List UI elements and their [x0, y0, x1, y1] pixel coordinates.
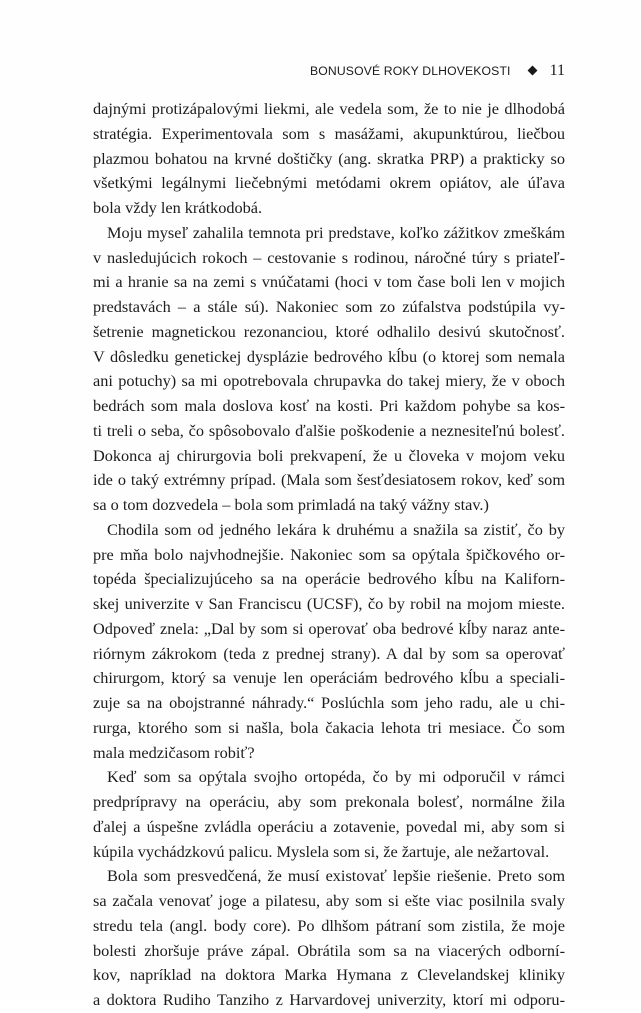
text-line: ani potuchy) sa mi opotrebovala chrupavka do takej miery, že v oboch — [93, 371, 565, 391]
text-line: kúpila vychádzkovú palicu. Myslela som si, že žartuje, ale nežartoval. — [93, 841, 550, 861]
text-line: ti treli o seba, čo spôsobovalo ďalšie poškodenie a neznesiteľnú bolesť. — [93, 420, 565, 440]
text-line: zuje sa na obojstranné náhrady.“ Poslúchla som jeho radu, ale u chi- — [93, 693, 565, 712]
text-line: Chodila som od jedného lekára k druhému a snažila sa zistiť, čo by — [107, 519, 565, 539]
text-line: predstavách – a stále sú). Nakoniec som zo zúfalstva podstúpila vy- — [93, 297, 565, 316]
text-line: Dokonca aj chirurgovia boli prekvapení, že u človeka v mojom veku — [93, 445, 565, 465]
paragraph — [93, 765, 565, 864]
text-line: plazmou bohatou na krvné doštičky (ang. skratka PRP) a prakticky so — [93, 148, 565, 168]
text-line: ide o taký extrémny prípad. (Mala som šesťdesiatosem rokov, keď som — [93, 470, 565, 490]
text-line: v nasledujúcich rokoch – cestovanie s rodinou, náročné túry s priateľ- — [93, 247, 565, 267]
paragraph — [93, 518, 565, 766]
text-line: bola vždy len krátkodobá. — [93, 198, 263, 217]
text-line: V dôsledku genetickej dysplázie bedrového kĺbu (o ktorej som nemala — [93, 346, 565, 366]
text-line: sa o tom dozvedela – bola som primladá na taký vážny stav.) — [93, 495, 489, 514]
text-line: topéda špecializujúceho sa na operácie bedrového kĺbu na Kaliforn- — [93, 569, 565, 589]
text-line: šetrenie magnetickou rezonanciou, ktoré odhalilo desivú skutočnosť. — [93, 321, 565, 341]
text-line: predprípravy na operáciu, aby som prekonala bolesť, normálne žila — [93, 792, 565, 811]
text-line: mi a hranie sa na zemi s vnúčatami (hoci v tom čase boli len v mojich — [93, 272, 565, 292]
text-line: všetkými legálnymi liečebnými metódami okrem opiátov, ale úľava — [93, 173, 565, 193]
paragraph — [93, 864, 565, 1013]
text-line: Odpoveď znela: „Dal by som si operovať oba bedrové kĺby naraz ante- — [93, 618, 565, 638]
text-line: riórnym zákrokom (teda z prednej strany). A dal by som sa operovať — [93, 643, 565, 663]
paragraph — [93, 221, 565, 518]
text-line: rurga, ktorého som si našla, bola čakacia lehota tri mesiace. Čo som — [93, 717, 565, 737]
text-line: sa začala venovať joge a pilatesu, aby som si ešte viac posilnila svaly — [93, 891, 565, 910]
text-line: chirurgom, ktorý sa venuje len operáciám bedrového kĺbu a speciali- — [93, 668, 565, 688]
text-line: stredu tela (angl. body core). Po dlhšom pátraní som zistila, že moje — [93, 915, 565, 935]
running-head-title: BONUSOVÉ ROKY DLHOVEKOSTI — [309, 64, 511, 78]
diamond-icon — [527, 66, 537, 76]
text-line: bolesti zhoršuje práve zápal. Obrátila som sa na viacerých odborní- — [93, 940, 565, 960]
text-line: Bola som presvedčená, že musí existovať lepšie riešenie. Preto som — [107, 866, 565, 886]
text-line: Moju myseľ zahalila temnota pri predstave, koľko zážitkov zmeškám — [107, 222, 565, 242]
text-line: pre mňa bolo najvhodnejšie. Nakoniec som sa opýtala špičkového or- — [93, 544, 565, 564]
running-head — [310, 62, 565, 80]
body-text — [93, 97, 565, 1013]
text-line: ďalej a úspešne zvládla operáciu a zotavenie, povedal mi, aby som si — [93, 816, 565, 836]
text-line: Keď som sa opýtala svojho ortopéda, čo by mi odporučil v rámci — [107, 767, 565, 787]
text-line: kov, napríklad na doktora Marka Hymana z Clevelandskej kliniky — [93, 965, 565, 985]
text-line: stratégia. Experimentovala som s masážami, akupunktúrou, liečbou — [93, 123, 565, 143]
page-number: 11 — [549, 62, 565, 79]
text-line: bedrách som mala doslova kosť na kosti. Pri každom pohybe sa kos- — [93, 396, 565, 415]
text-line: dajnými protizápalovými liekmi, ale vedela som, že to nie je dlhodobá — [93, 99, 565, 118]
text-line: a doktora Rudiho Tanziho z Harvardovej univerzity, ktorí mi odporu- — [93, 990, 565, 1009]
paragraph — [93, 97, 565, 221]
text-line: mala medzičasom robiť? — [93, 742, 255, 762]
text-line: skej univerzite v San Franciscu (UCSF), čo by robil na mojom mieste. — [93, 594, 565, 613]
